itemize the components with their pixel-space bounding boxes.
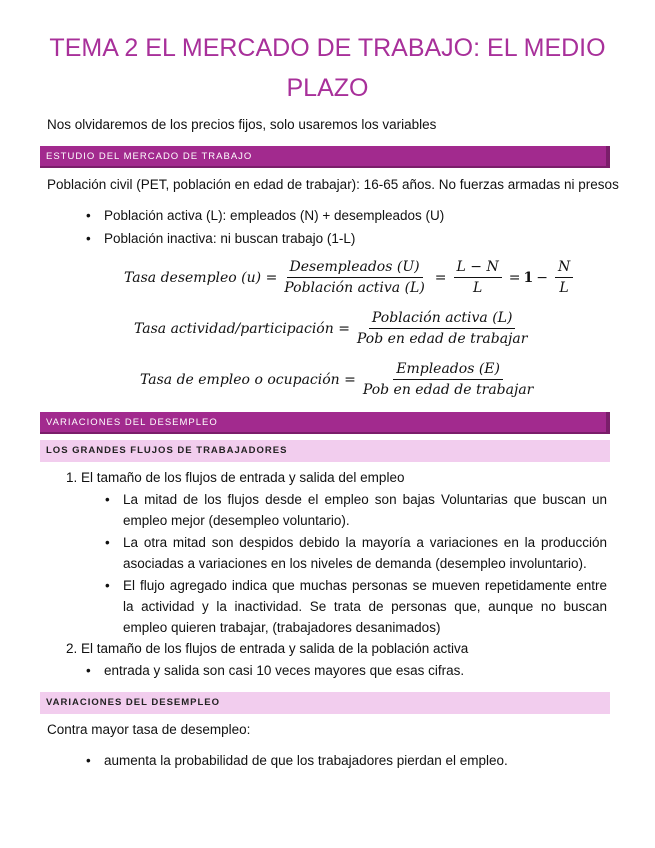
fraction <box>354 309 531 348</box>
formula-lhs: Tasa actividad/participación = <box>134 320 350 337</box>
formula-tasa-desempleo <box>124 258 577 297</box>
minus-sign: − <box>536 269 548 286</box>
subsection-heading-variaciones: VARIACIONES DEL DESEMPLEO <box>40 692 610 714</box>
fraction <box>360 360 537 399</box>
list-item: • El flujo agregado indica que muchas personas se mueven repetidamente entre la actividad y la inactividad. Se trata de personas que, aunque no buscan empleo quieren trabajar, (trabajadores desanimados) <box>123 575 607 638</box>
page-title: TEMA 2 EL MERCADO DE TRABAJO: EL MEDIO PLAZO <box>49 34 606 102</box>
numbered-item-1: 1. El tamaño de los flujos de entrada y salida del empleo <box>66 470 405 485</box>
fraction <box>555 258 573 297</box>
list-item: • Población activa (L): empleados (N) + desempleados (U) <box>104 205 444 226</box>
fraction <box>454 258 502 297</box>
numbered-item-2: 2. El tamaño de los flujos de entrada y salida de la población activa <box>66 641 469 656</box>
denominator: L <box>472 280 483 296</box>
numerator: N <box>555 258 573 278</box>
fraction <box>281 258 428 297</box>
pet-definition: Población civil (PET, población en edad de trabajar): 16-65 años. No fuerzas armadas ni presos <box>47 177 619 192</box>
numerator: Empleados (E) <box>393 360 503 380</box>
formula-lhs: Tasa desempleo (u) = <box>124 269 278 286</box>
denominator: Población activa (L) <box>284 280 425 296</box>
formula-tasa-actividad <box>134 309 534 348</box>
one-value: 1 <box>523 269 534 286</box>
numerator: L − N <box>454 258 502 278</box>
list-item: • Población inactiva: ni buscan trabajo (1-L) <box>104 228 355 249</box>
denominator: L <box>559 280 569 296</box>
equals-sign: = <box>434 269 447 286</box>
formula-tasa-empleo <box>140 360 540 399</box>
denominator: Pob en edad de trabajar <box>362 382 534 398</box>
lead-text: Contra mayor tasa de desempleo: <box>47 722 251 737</box>
formula-lhs: Tasa de empleo o ocupación = <box>140 371 356 388</box>
list-item: • entrada y salida son casi 10 veces mayores que esas cifras. <box>104 660 464 681</box>
numerator: Desempleados (U) <box>287 258 423 278</box>
list-item: • La otra mitad son despidos debido la mayoría a variaciones en la producción asociadas a variaciones en los niveles de demanda (desempleo involuntario). <box>123 532 607 574</box>
section-heading-estudio: ESTUDIO DEL MERCADO DE TRABAJO <box>40 146 610 168</box>
list-item: • La mitad de los flujos desde el empleo son bajas Voluntarias que buscan un empleo mejor (desempleo voluntario). <box>123 489 607 531</box>
list-item: • aumenta la probabilidad de que los trabajadores pierdan el empleo. <box>104 750 508 771</box>
numerator: Población activa (L) <box>369 309 516 329</box>
equals-sign: = <box>508 269 521 286</box>
subsection-heading-flujos: LOS GRANDES FLUJOS DE TRABAJADORES <box>40 440 610 462</box>
intro-text: Nos olvidaremos de los precios fijos, solo usaremos los variables <box>47 117 437 132</box>
denominator: Pob en edad de trabajar <box>356 331 528 347</box>
section-heading-variaciones: VARIACIONES DEL DESEMPLEO <box>40 412 610 434</box>
